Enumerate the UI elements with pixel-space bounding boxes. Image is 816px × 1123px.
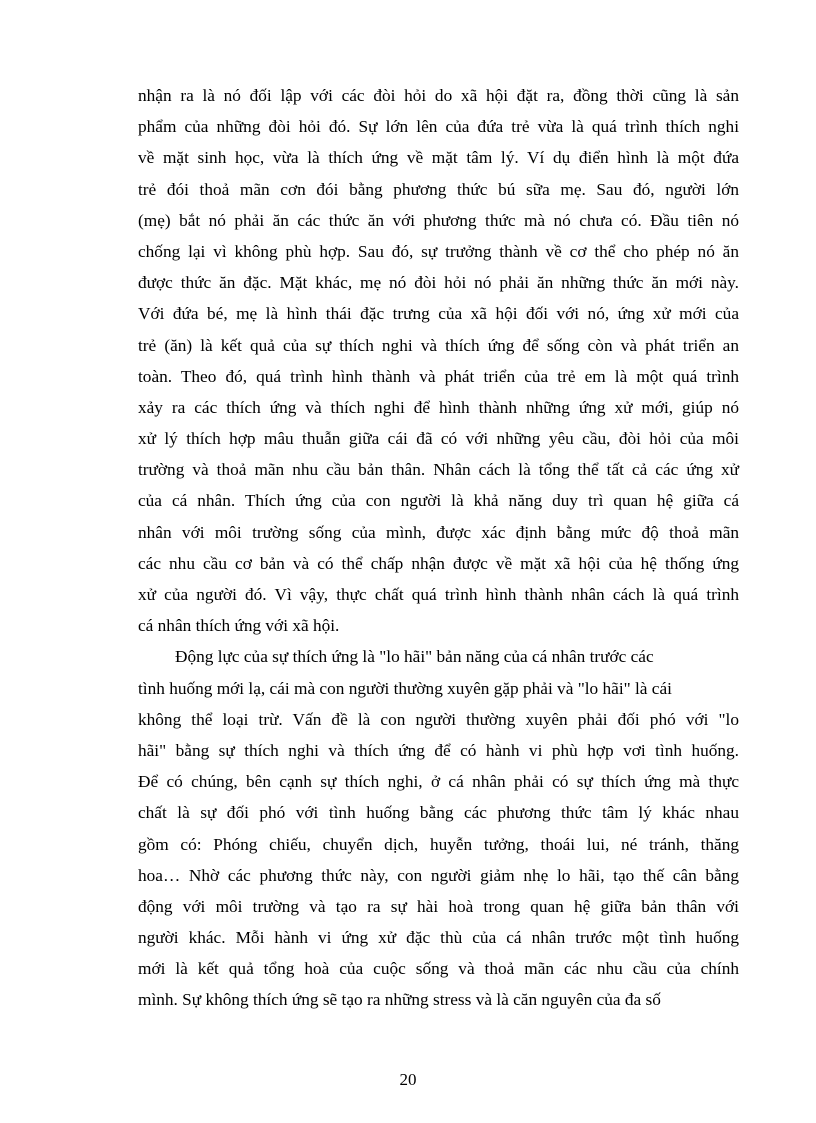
text-line: của cá nhân. Thích ứng của con người là khả năng duy trì quan hệ giữa cá xyxy=(138,491,739,511)
text-line: gồm có: Phóng chiếu, chuyển dịch, huyễn tưởng, thoái lui, né tránh, thăng xyxy=(138,834,739,854)
paragraph-2 xyxy=(138,641,739,1015)
text-line: về mặt sinh học, vừa là thích ứng về mặt tâm lý. Ví dụ điển hình là một đứa xyxy=(138,148,739,168)
text-line: toàn. Theo đó, quá trình hình thành và phát triển của trẻ em là một quá trình xyxy=(138,366,739,386)
text-line: chống lại vì không phù hợp. Sau đó, sự trưởng thành về cơ thể cho phép nó ăn xyxy=(138,241,739,261)
text-line: (mẹ) bắt nó phải ăn các thức ăn với phương thức mà nó chưa có. Đầu tiên nó xyxy=(138,210,739,230)
text-line: nhận ra là nó đối lập với các đòi hỏi do xã hội đặt ra, đồng thời cũng là sản xyxy=(138,86,739,105)
text-line: động với môi trường và tạo ra sự hài hoà trong quan hệ giữa bản thân với xyxy=(138,896,739,916)
text-line: xảy ra các thích ứng và thích nghi để hình thành những ứng xử mới, giúp nó xyxy=(138,397,739,417)
paragraph-1 xyxy=(138,80,739,641)
text-line: phẩm của những đòi hỏi đó. Sự lớn lên của đứa trẻ vừa là quá trình thích nghi xyxy=(138,117,739,137)
text-line: mới là kết quả tổng hoà của cuộc sống và thoả mãn các nhu cầu của chính xyxy=(138,959,739,979)
text-line: xử lý thích hợp mâu thuẫn giữa cái đã có với những yêu cầu, đòi hỏi của môi xyxy=(138,429,739,449)
document-body xyxy=(138,80,739,1016)
text-line: chất là sự đối phó với tình huống bằng các phương thức tâm lý khác nhau xyxy=(138,803,739,823)
text-line: trẻ (ăn) là kết quả của sự thích nghi và thích ứng để sống còn và phát triển an xyxy=(138,335,739,355)
text-line: người khác. Mỗi hành vi ứng xử đặc thù của cá nhân trước một tình huống xyxy=(138,928,739,948)
text-line: Để có chúng, bên cạnh sự thích nghi, ở cá nhân phải có sự thích ứng mà thực xyxy=(138,772,739,792)
text-line: trẻ đói thoả mãn cơn đói bằng phương thức bú sữa mẹ. Sau đó, người lớn xyxy=(138,179,739,199)
text-line: được thức ăn đặc. Mặt khác, mẹ nó đòi hỏi nó phải ăn những thức ăn mới này. xyxy=(138,273,739,293)
page-number: 20 xyxy=(399,1070,417,1089)
text-line: hoa… Nhờ các phương thức này, con người giảm nhẹ lo hãi, tạo thế cân bằng xyxy=(138,865,739,885)
text-line: Động lực của sự thích ứng là "lo hãi" bản năng của cá nhân trước các xyxy=(175,647,654,667)
text-line: tình huống mới lạ, cái mà con người thường xuyên gặp phải và "lo hãi" là cái xyxy=(138,678,672,698)
text-line: Với đứa bé, mẹ là hình thái đặc trưng của xã hội đối với nó, ứng xử mới của xyxy=(138,304,739,324)
text-line: mình. Sự không thích ứng sẽ tạo ra những stress và là căn nguyên của đa số xyxy=(138,990,661,1010)
text-line: cá nhân thích ứng với xã hội. xyxy=(138,616,340,636)
text-line: không thể loại trừ. Vấn đề là con người thường xuyên phải đối phó với "lo xyxy=(138,709,739,729)
text-line: hãi" bằng sự thích nghi và thích ứng để có hành vi phù hợp vơi tình huống. xyxy=(138,740,739,760)
text-line: xử của người đó. Vì vậy, thực chất quá trình hình thành nhân cách là quá trình xyxy=(138,585,739,604)
text-line: các nhu cầu cơ bản và có thể chấp nhận được về mặt xã hội của hệ thống ứng xyxy=(138,553,739,573)
text-line: nhân với môi trường sống của mình, được xác định bằng mức độ thoả mãn xyxy=(138,522,739,542)
text-line: trường và thoả mãn nhu cầu bản thân. Nhân cách là tổng thể tất cả các ứng xử xyxy=(138,460,739,480)
